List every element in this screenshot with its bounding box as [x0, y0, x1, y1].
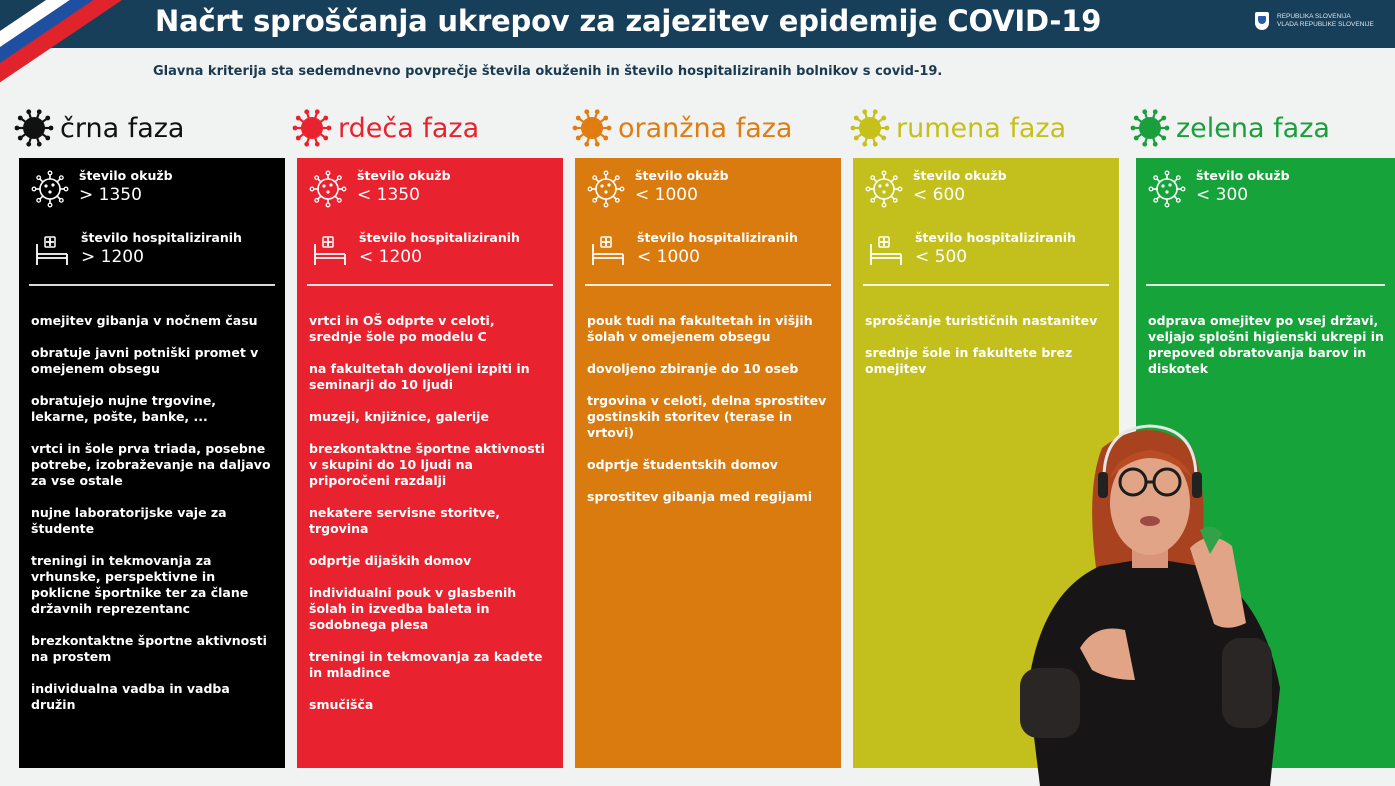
measures-list [31, 313, 271, 729]
phase-heading [14, 108, 184, 148]
measure-item: srednje šole in fakultete brez omejitev [865, 345, 1073, 376]
infections-label: število okužb [913, 168, 1007, 183]
hospitalized-label: število hospitaliziranih [637, 230, 798, 245]
virus-icon [292, 108, 332, 148]
phase-column [853, 158, 1119, 768]
hospital-bed-icon [589, 232, 627, 270]
measures-list [865, 313, 1105, 393]
measure-item: odprtje študentskih domov [587, 457, 778, 472]
infections-label: število okužb [79, 168, 173, 183]
divider [29, 284, 275, 286]
phase-column [19, 158, 285, 768]
infections-label: število okužb [357, 168, 451, 183]
measure-item: nujne laboratorijske vaje za študente [31, 505, 227, 536]
measure-item: trgovina v celoti, delna sprostitev gostinskih storitev (terase in vrtovi) [587, 393, 827, 440]
hospitalized-stat [575, 230, 841, 274]
hospitalized-label: število hospitaliziranih [915, 230, 1076, 245]
infections-value: < 1350 [357, 185, 420, 205]
hospitalized-value: < 1000 [637, 247, 700, 267]
virus-icon [14, 108, 54, 148]
phase-column [575, 158, 841, 768]
divider [307, 284, 553, 286]
flag-decoration [0, 0, 150, 100]
phase-name: zelena faza [1176, 112, 1330, 144]
measure-item: obratuje javni potniški promet v omejenem obsegu [31, 345, 259, 376]
phase-heading [850, 108, 1066, 148]
measures-list [587, 313, 827, 521]
virus-icon [572, 108, 612, 148]
virus-outline-icon [31, 170, 69, 208]
infections-label: število okužb [1196, 168, 1290, 183]
infections-value: < 600 [913, 185, 966, 205]
header-bar [0, 0, 1395, 48]
measure-item: brezkontaktne športne aktivnosti na prostem [31, 633, 267, 664]
measure-item: muzeji, knjižnice, galerije [309, 409, 489, 424]
hospitalized-value: < 500 [915, 247, 968, 267]
phase-name: rumena faza [896, 112, 1067, 144]
infections-stat [19, 168, 285, 212]
hospital-bed-icon [867, 232, 905, 270]
measures-list [309, 313, 549, 729]
measures-list [1148, 313, 1384, 393]
virus-icon [850, 108, 890, 148]
hospital-bed-icon [33, 232, 71, 270]
hospitalized-stat [853, 230, 1119, 274]
infections-value: < 300 [1196, 185, 1249, 205]
measure-item: omejitev gibanja v nočnem času [31, 313, 258, 328]
measure-item: odprtje dijaških domov [309, 553, 472, 568]
virus-icon [1130, 108, 1170, 148]
measure-item: dovoljeno zbiranje do 10 oseb [587, 361, 799, 376]
measure-item: smučišča [309, 697, 374, 712]
measure-item: nekatere servisne storitve, trgovina [309, 505, 501, 536]
government-logo [1255, 12, 1374, 30]
divider [863, 284, 1109, 286]
measure-item: vrtci in OŠ odprte v celoti, srednje šole po modelu C [309, 313, 495, 344]
infections-stat [297, 168, 563, 212]
divider [585, 284, 831, 286]
phase-heading [292, 108, 479, 148]
hospitalized-value: < 1200 [359, 247, 422, 267]
phase-column [297, 158, 563, 768]
phase-heading [1130, 108, 1330, 148]
hospital-bed-icon [311, 232, 349, 270]
measure-item: individualna vadba in vadba družin [31, 681, 230, 712]
measure-item: treningi in tekmovanja za kadete in mladince [309, 649, 543, 680]
phase-name: rdeča faza [338, 112, 480, 144]
virus-outline-icon [587, 170, 625, 208]
virus-outline-icon [1148, 170, 1186, 208]
coat-of-arms-icon [1255, 12, 1269, 30]
infections-label: število okužb [635, 168, 729, 183]
infections-stat [853, 168, 1119, 212]
hospitalized-label: število hospitaliziranih [81, 230, 242, 245]
phase-heading [572, 108, 792, 148]
measure-item: sproščanje turističnih nastanitev [865, 313, 1098, 328]
infections-value: > 1350 [79, 185, 142, 205]
gov-line-1: REPUBLIKA SLOVENIJA [1277, 13, 1351, 20]
measure-item: treningi in tekmovanja za vrhunske, perspektivne in poklicne športnike ter za člane državnih reprezentanc [31, 553, 249, 616]
hospitalized-stat [297, 230, 563, 274]
infections-stat [575, 168, 841, 212]
measure-item: odprava omejitev po vsej državi, veljajo splošni higienski ukrepi in prepoved obratovanja barov in diskotek [1148, 313, 1384, 376]
virus-outline-icon [865, 170, 903, 208]
infections-value: < 1000 [635, 185, 698, 205]
measure-item: sprostitev gibanja med regijami [587, 489, 813, 504]
measure-item: pouk tudi na fakultetah in višjih šolah v omejenem obsegu [587, 313, 813, 344]
measure-item: na fakultetah dovoljeni izpiti in seminarji do 10 ljudi [309, 361, 530, 392]
phase-column [1136, 158, 1395, 768]
gov-line-2: VLADA REPUBLIKE SLOVENIJE [1277, 21, 1374, 28]
measure-item: obratujejo nujne trgovine, lekarne, pošte, banke, ... [31, 393, 217, 424]
measure-item: brezkontaktne športne aktivnosti v skupini do 10 ljudi na priporočeni razdalji [309, 441, 545, 488]
phase-name: črna faza [60, 112, 185, 144]
measure-item: vrtci in šole prva triada, posebne potrebe, izobraževanje na daljavo za vse ostale [31, 441, 271, 488]
page-title: Načrt sproščanja ukrepov za zajezitev epidemije COVID-19 [155, 4, 1102, 38]
hospitalized-label: število hospitaliziranih [359, 230, 520, 245]
measure-item: individualni pouk v glasbenih šolah in izvedba baleta in sodobnega plesa [309, 585, 517, 632]
divider [1146, 284, 1385, 286]
subtitle: Glavna kriterija sta sedemdnevno povprečje števila okuženih in število hospitaliziranih bolnikov s covid-19. [153, 64, 943, 79]
hospitalized-value: > 1200 [81, 247, 144, 267]
virus-outline-icon [309, 170, 347, 208]
phase-name: oranžna faza [618, 112, 793, 144]
infections-stat [1136, 168, 1395, 212]
hospitalized-stat [19, 230, 285, 274]
